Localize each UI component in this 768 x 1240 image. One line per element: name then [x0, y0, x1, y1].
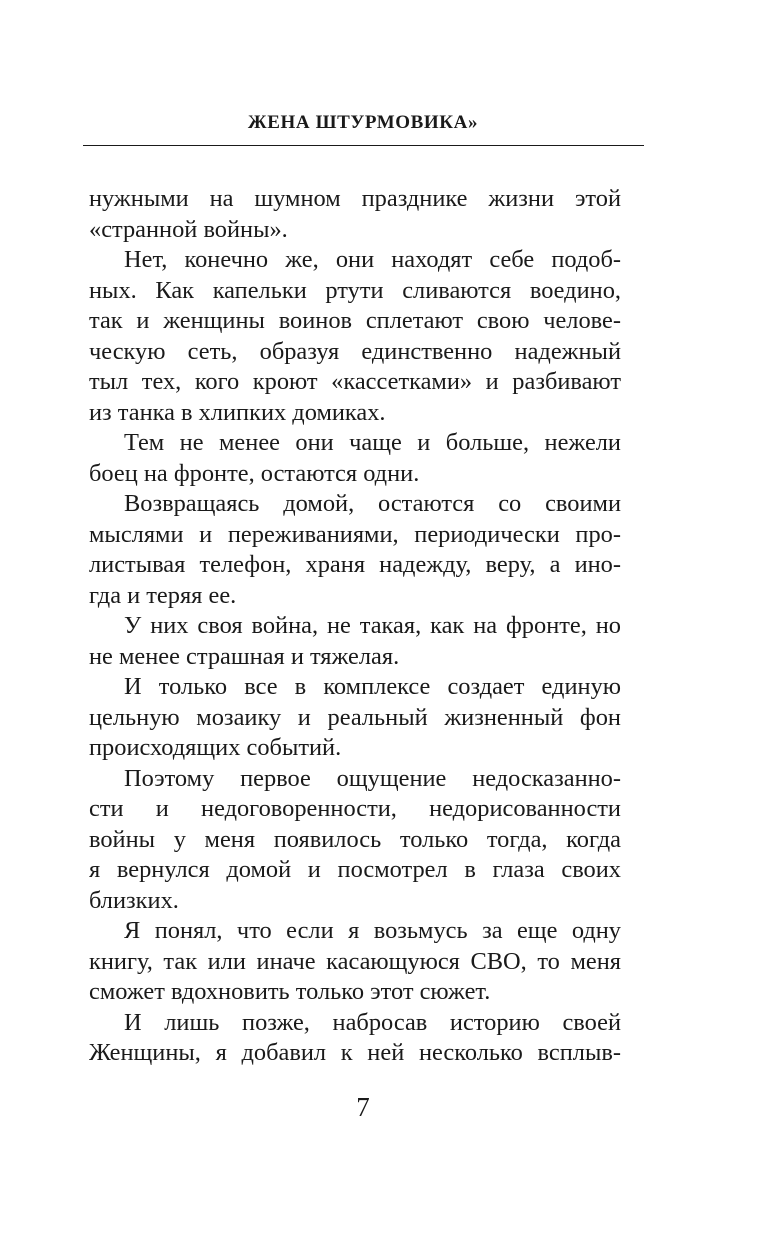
text-line: ных. Как капельки ртути сливаются воедино,: [89, 276, 621, 304]
text-line: И лишь позже, набросав историю своей: [124, 1008, 621, 1036]
text-line: И только все в комплексе создает единую: [124, 673, 621, 700]
text-line: Я понял, что если я возьмусь за еще одну: [124, 917, 621, 944]
text-line: нужными на шумном празднике жизни этой: [89, 185, 621, 212]
text-line: Тем не менее они чаще и больше, нежели: [124, 429, 621, 456]
running-header: ЖЕНА ШТУРМОВИКА»: [247, 112, 479, 133]
text-line: ческую сеть, образуя единственно надежный: [89, 337, 621, 365]
text-line: боец на фронте, остаются одни.: [89, 459, 420, 487]
text-line: мыслями и переживаниями, периодически про-: [89, 520, 621, 548]
text-line: Женщины, я добавил к ней несколько всплыв-: [89, 1039, 621, 1066]
text-line: Возвращаясь домой, остаются со своими: [124, 490, 621, 517]
text-line: происходящих событий.: [89, 734, 342, 761]
text-line: близких.: [89, 886, 179, 914]
page-number: 7: [356, 1092, 370, 1122]
text-line: так и женщины воинов сплетают свою челове-: [89, 307, 621, 334]
body-text: [89, 184, 621, 1069]
text-line: У них своя война, не такая, как на фронте, но: [124, 612, 621, 639]
header-divider: [83, 145, 644, 146]
text-line: книгу, так или иначе касающуюся СВО, то меня: [89, 947, 621, 975]
text-line: я вернулся домой и посмотрел в глаза своих: [89, 856, 621, 883]
text-line: тыл тех, кого кроют «кассетками» и разбивают: [89, 368, 621, 395]
text-line: листывая телефон, храня надежду, веру, а ино-: [89, 551, 621, 578]
text-line: сти и недоговоренности, недорисованности: [89, 795, 621, 822]
text-line: из танка в хлипких домиках.: [89, 398, 386, 426]
text-line: Нет, конечно же, они находят себе подоб-: [124, 246, 621, 273]
text-line: гда и теряя ее.: [89, 581, 237, 609]
text-line: войны у меня появилось только тогда, когда: [89, 825, 621, 853]
text-line: сможет вдохновить только этот сюжет.: [89, 978, 491, 1005]
text-line: не менее страшная и тяжелая.: [89, 642, 400, 670]
text-line: «странной войны».: [89, 215, 288, 243]
text-line: Поэтому первое ощущение недосказанно-: [124, 764, 621, 792]
text-line: цельную мозаику и реальный жизненный фон: [89, 703, 621, 731]
